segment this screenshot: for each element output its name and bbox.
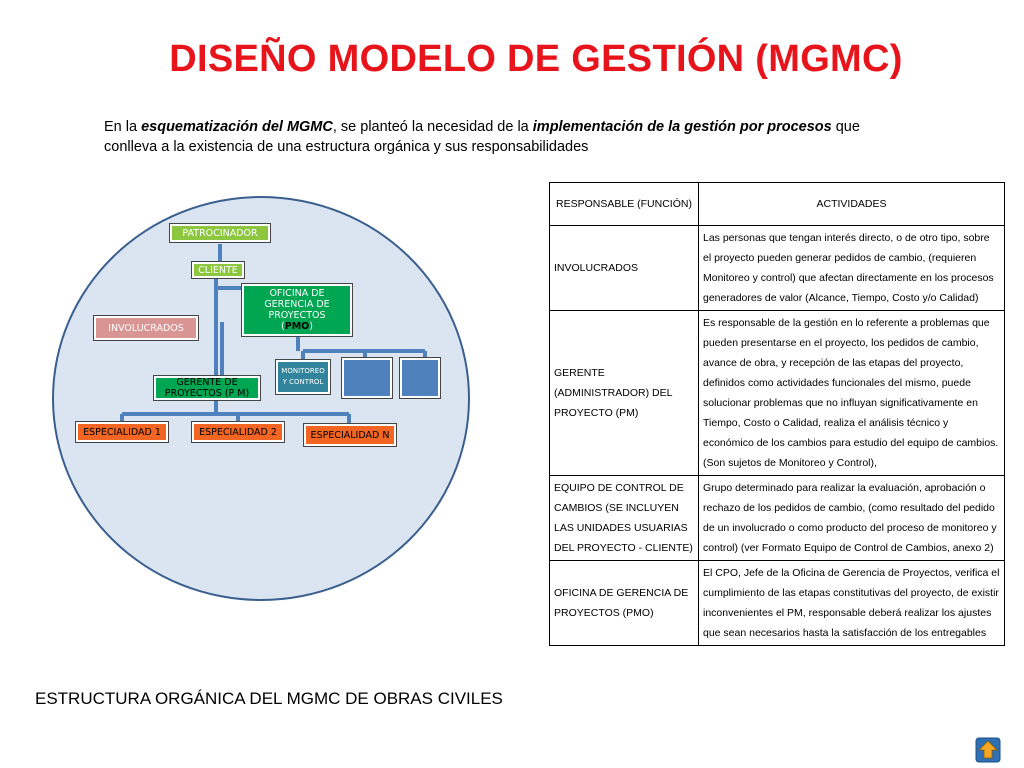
intro-text-3: que conlleva a la existencia de una estructura orgánica y sus responsabilidades <box>104 119 860 155</box>
oficina-text: OFICINA DE GERENCIA DE PROYECTOS ( <box>264 288 330 332</box>
gerente-box: GERENTE DE PROYECTOS (P M) <box>154 376 260 400</box>
table-row <box>550 476 1005 561</box>
home-up-arrow-icon[interactable] <box>975 737 1001 763</box>
intro-text-1: En la <box>104 119 142 135</box>
activity-cell: Es responsable de la gestión en lo referente a problemas que pueden presentarse en el proyecto, los pedidos de cambio, avance de obra, y recepción de las etapas del proyecto, definidos como actividades funcionales del mismo, puede solucionar problemas que no influyan significativamente en Tiempo, Costo o Calidad, realiza el análisis técnico y económico de los cambios para estudio del equipo de cambios. (Son sujetos de Monitoreo y Control), <box>699 311 1005 476</box>
cliente-box: CLIENTE <box>192 262 244 278</box>
role-cell: EQUIPO DE CONTROL DE CAMBIOS (SE INCLUYEN LAS UNIDADES USUARIAS DEL PROYECTO - CLIENTE) <box>550 476 699 561</box>
role-cell: GERENTE (ADMINISTRADOR) DEL PROYECTO (PM) <box>550 311 699 476</box>
header-actividades: ACTIVIDADES <box>699 183 1005 226</box>
oficina-pmo-label: PMO <box>284 321 310 332</box>
role-cell: OFICINA DE GERENCIA DE PROYECTOS (PMO) <box>550 561 699 646</box>
especialidad-2-box: ESPECIALIDAD 2 <box>192 422 284 442</box>
org-chart-caption: ESTRUCTURA ORGÁNICA DEL MGMC DE OBRAS CIVILES <box>35 689 503 708</box>
activity-cell: El CPO, Jefe de la Oficina de Gerencia de Proyectos, verifica el cumplimiento de las etapas constitutivas del proyecto, de existir inconvenientes el PM, responsable deberá realizar los ajustes que sean necesarios hasta la satisfacción de los entregables <box>699 561 1005 646</box>
oficina-close: ) <box>309 321 313 332</box>
intro-bold-2: implementación de la gestión por procesos <box>532 119 832 135</box>
intro-paragraph <box>104 117 904 157</box>
table-row <box>550 311 1005 476</box>
especialidad-n-box: ESPECIALIDAD N <box>304 424 396 446</box>
header-responsable: RESPONSABLE (FUNCIÓN) <box>550 183 699 226</box>
org-chart <box>48 196 528 606</box>
especialidad-1-box: ESPECIALIDAD 1 <box>76 422 168 442</box>
table-row <box>550 561 1005 646</box>
patrocinador-box: PATROCINADOR <box>170 224 270 242</box>
org-connectors <box>48 196 528 606</box>
unit-box-2 <box>400 358 440 398</box>
role-cell: INVOLUCRADOS <box>550 226 699 311</box>
responsibilities-table <box>549 182 1005 646</box>
intro-text-2: , se planteó la necesidad de la <box>332 119 533 135</box>
table-header-row <box>550 183 1005 226</box>
page-title: DISEÑO MODELO DE GESTIÓN (MGMC) <box>169 38 903 80</box>
table-row <box>550 226 1005 311</box>
activity-cell: Grupo determinado para realizar la evaluación, aprobación o rechazo de los pedidos de cambio, (como resultado del pedido de un involucrado o como producto del proceso de monitoreo y control) (ver Formato Equipo de Control de Cambios, anexo 2) <box>699 476 1005 561</box>
activity-cell: Las personas que tengan interés directo, o de otro tipo, sobre el proyecto pueden generar pedidos de cambio, (requieren Monitoreo y control) que afectan directamente en los procesos generadores de valor (Alcance, Tiempo, Costo y/o Calidad) <box>699 226 1005 311</box>
involucrados-box: INVOLUCRADOS <box>94 316 198 340</box>
monitoreo-control-box: MONITOREO Y CONTROL <box>276 360 330 394</box>
oficina-pmo-box <box>242 284 352 336</box>
intro-bold-1: esquematización del MGMC <box>141 119 333 135</box>
unit-box-1 <box>342 358 392 398</box>
